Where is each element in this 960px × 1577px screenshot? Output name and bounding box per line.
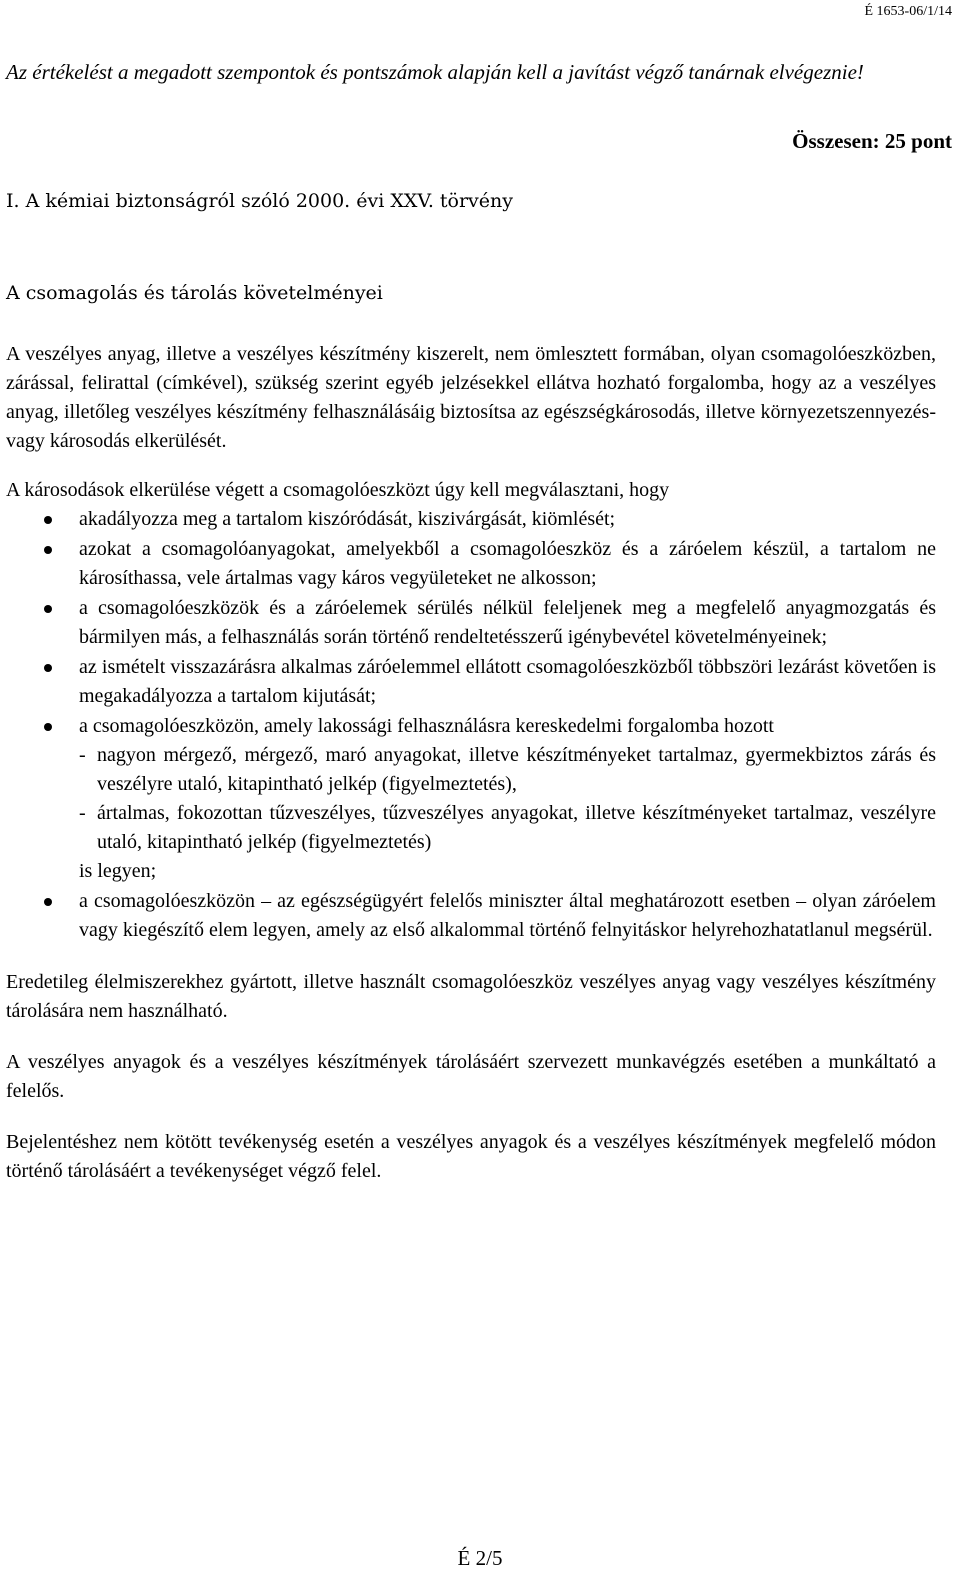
bullet-icon — [44, 546, 52, 554]
spacer — [6, 1026, 936, 1048]
grading-instruction: Az értékelést a megadott szempontok és pontszámok alapján kell a javítást végző tanárnak elvégeznie! — [6, 60, 864, 84]
list-item — [6, 535, 936, 593]
list-item-text: a csomagolóeszközön, amely lakossági felhasználásra kereskedelmi forgalomba hozott — [79, 715, 774, 737]
paragraph-employer-responsibility: A veszélyes anyagok és a veszélyes készítmények tárolásáért szervezett munkavégzés esetében a munkáltató a felelős. — [6, 1051, 936, 1102]
list-item — [6, 653, 936, 711]
dash-marker: - — [79, 744, 86, 766]
total-points: Összesen: 25 pont — [792, 129, 952, 153]
list-item-text: az ismételt visszazárásra alkalmas záróelemmel ellátott csomagolóeszközből többszöri lezárást követően is megakadályozza a tartalom kijutását; — [79, 656, 936, 707]
document-body — [6, 340, 936, 1186]
list-item — [6, 712, 936, 886]
list-item — [6, 505, 936, 534]
paragraph-food-packaging: Eredetileg élelmiszerekhez gyártott, illetve használt csomagolóeszköz veszélyes anyag vagy veszélyes készítmény tárolására nem használható. — [6, 971, 936, 1022]
list-item — [6, 887, 936, 945]
requirements-list — [6, 505, 936, 945]
document-code: É 1653-06/1/14 — [864, 4, 952, 19]
bullet-icon — [44, 898, 52, 906]
list-item-text: a csomagolóeszközök és a záróelemek sérülés nélkül feleljenek meg a megfelelő anyagmozgatás és bármilyen más, a felhasználás során történő rendeltetésszerű igénybevétel követelményeinek; — [79, 597, 936, 648]
paragraph-packaging-requirements: A veszélyes anyag, illetve a veszélyes készítmény kiszerelt, nem ömlesztett formában, olyan csomagolóeszközben, zárással, felirattal (címkével), szükség szerint egyéb jelzésekkel ellátva hozható forgalomba, hogy az a veszélyes anyag, illetőleg veszélyes készítmény felhasználásáig biztosítsa az egészségkárosodás, illetve környezetszennyezés- vagy károsodás elkerülését. — [6, 343, 936, 452]
subtitle: A csomagolás és tárolás követelményei — [6, 282, 383, 304]
dash-item — [79, 799, 936, 857]
bullet-icon — [44, 723, 52, 731]
section-title: I. A kémiai biztonságról szóló 2000. évi XXV. törvény — [6, 190, 513, 212]
list-item — [6, 594, 936, 652]
dash-item-text: ártalmas, fokozottan tűzveszélyes, tűzveszélyes anyagokat, illetve készítményeket tartalmaz, veszélyre utaló, kitapintható jelkép (figyelmeztetés) — [97, 802, 936, 853]
bullet-icon — [44, 516, 52, 524]
list-item-text: akadályozza meg a tartalom kiszóródását, kiszivárgását, kiömlését; — [79, 508, 616, 530]
dash-item — [79, 741, 936, 799]
paragraph-non-notified-activity: Bejelentéshez nem kötött tevékenység esetén a veszélyes anyagok és a veszélyes készítmények megfelelő módon történő tárolásáért a tevékenységet végző felel. — [6, 1131, 936, 1182]
bullet-icon — [44, 664, 52, 672]
list-item-text: a csomagolóeszközön – az egészségügyért felelős miniszter által meghatározott esetben – olyan záróelem vagy kiegészítő elem legyen, amely az első alkalommal történő felnyitáskor helyrehozhatatlanul megsérül. — [79, 890, 936, 941]
list-item-continuation: is legyen; — [79, 860, 157, 882]
spacer — [6, 1106, 936, 1128]
bullet-icon — [44, 605, 52, 613]
page-number: É 2/5 — [457, 1546, 503, 1570]
spacer — [6, 946, 936, 968]
list-item-text: azokat a csomagolóanyagokat, amelyekből a csomagolóeszköz és a záróelem készül, a tartalom ne károsíthassa, vele ártalmas vagy káros vegyületeket ne alkosson; — [79, 538, 936, 589]
dash-item-text: nagyon mérgező, mérgező, maró anyagokat, illetve készítményeket tartalmaz, gyermekbiztos zárás és veszélyre utaló, kitapintható jelkép (figyelmeztetés), — [97, 744, 936, 795]
dash-marker: - — [79, 802, 86, 824]
paragraph-damage-avoidance-intro: A károsodások elkerülése végett a csomagolóeszközt úgy kell megválasztani, hogy — [6, 479, 670, 501]
